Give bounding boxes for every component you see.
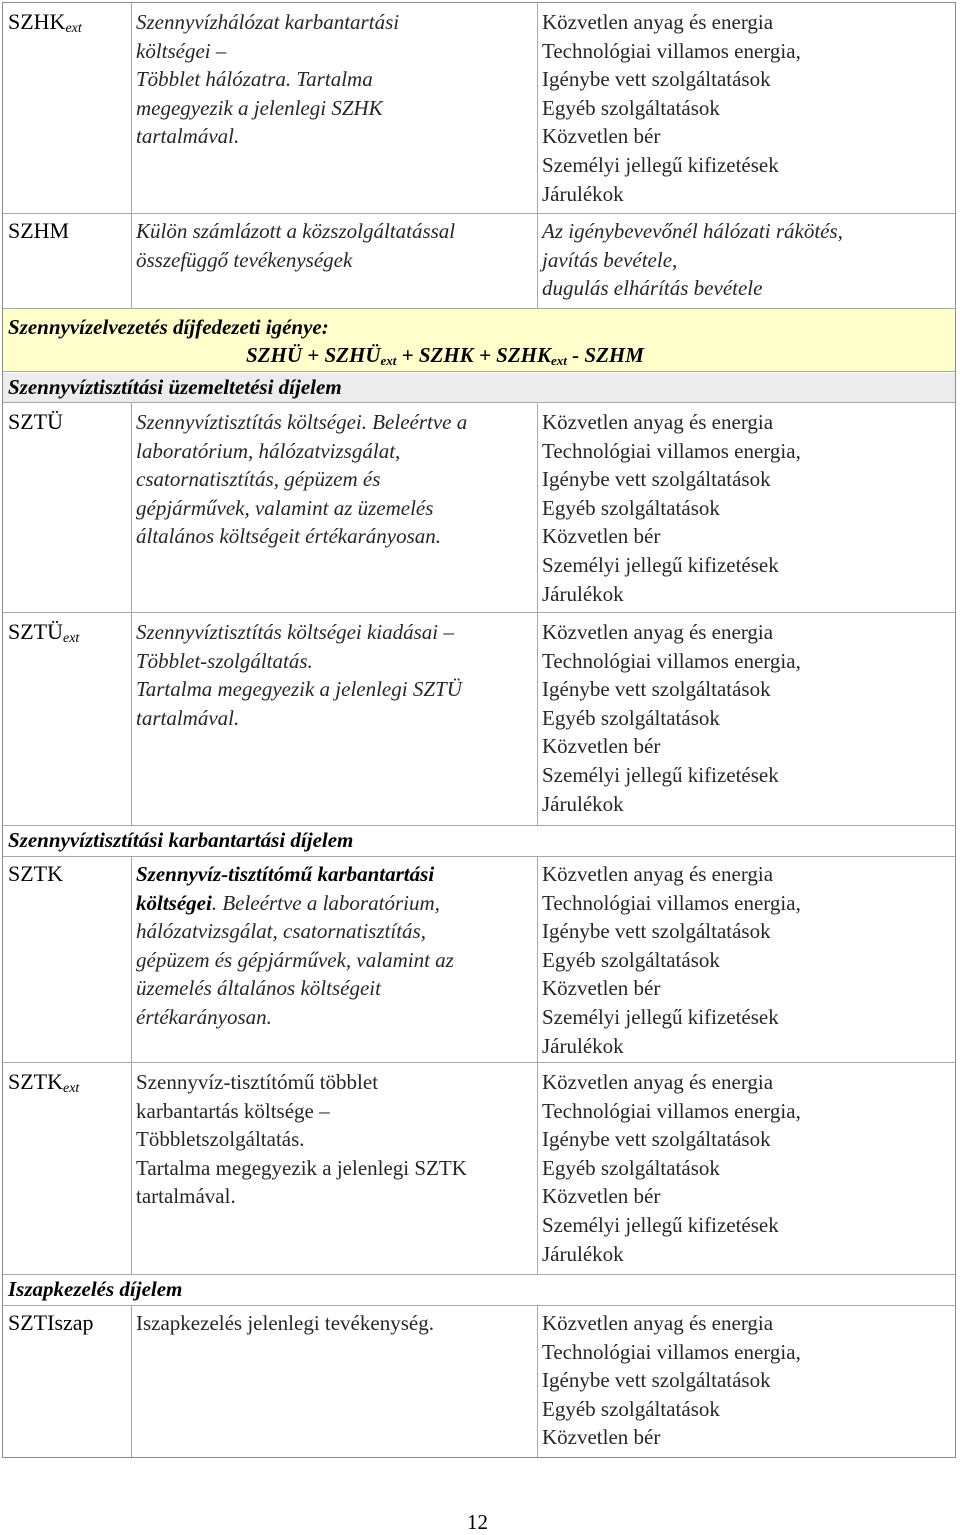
description-line: Szennyvíztisztítás költségei. Beleértve a — [136, 410, 468, 434]
description-line: csatornatisztítás, gépüzem és — [136, 467, 381, 492]
description-line: költségei – — [136, 38, 227, 63]
description-bold: költségei — [136, 890, 212, 915]
description-line: értékarányosan. — [136, 1004, 272, 1029]
description-line: Tartalma megegyezik a jelenlegi SZTK — [136, 1155, 467, 1180]
row-divider — [3, 1062, 955, 1063]
code-text: SZTK — [8, 1069, 63, 1094]
cost-item: Járulékok — [542, 181, 624, 206]
cost-item: Személyi jellegű kifizetések — [542, 762, 779, 787]
description-line: Többlet-szolgáltatás. — [136, 648, 313, 673]
row-divider — [3, 213, 955, 214]
code-text: SZTIszap — [8, 1310, 94, 1335]
row-code-szhk-ext — [8, 8, 82, 44]
row-code-sztu-ext — [8, 618, 79, 654]
description-line: hálózatvizsgálat, csatornatisztítás, — [136, 919, 426, 944]
cost-item: Egyéb szolgáltatások — [542, 95, 720, 120]
formula-part: - SZHM — [566, 343, 644, 367]
cost-item: Személyi jellegű kifizetések — [542, 1212, 779, 1237]
cost-item: Közvetlen bér — [542, 124, 661, 149]
cost-item: Az igénybevevőnél hálózati rákötés, — [542, 219, 843, 243]
cost-item: Technológiai villamos energia, — [542, 648, 801, 673]
cost-item: Közvetlen anyag és energia — [542, 1070, 774, 1094]
cost-item: Egyéb szolgáltatások — [542, 495, 720, 520]
cost-item: Egyéb szolgáltatások — [542, 1155, 720, 1180]
cost-item: Közvetlen anyag és energia — [542, 410, 774, 434]
cost-item: dugulás elhárítás bevétele — [542, 276, 763, 301]
description-line: tartalmával. — [136, 1184, 236, 1209]
row-cost-items-szhm — [542, 217, 952, 303]
formula — [246, 343, 644, 369]
row-divider — [3, 1305, 955, 1306]
description-line: Többletszolgáltatás. — [136, 1127, 305, 1152]
formula-subscript: ext — [551, 353, 567, 368]
code-text: SZTÜ — [8, 409, 63, 434]
cost-item: Közvetlen bér — [542, 734, 661, 759]
row-description-sztk-ext — [136, 1068, 536, 1211]
column-divider — [537, 3, 538, 308]
row-description-szhm — [136, 217, 536, 274]
row-divider — [3, 856, 955, 857]
row-code-sztk-ext — [8, 1068, 79, 1104]
cost-item: Járulékok — [542, 791, 624, 816]
description-line: tartalmával. — [136, 124, 240, 149]
cost-item: Közvetlen anyag és energia — [542, 10, 774, 34]
row-cost-items-sztk-ext — [542, 1068, 952, 1268]
cost-item: Igénybe vett szolgáltatások — [542, 467, 771, 492]
cost-item: Közvetlen bér — [542, 1425, 661, 1450]
column-divider — [537, 402, 538, 825]
cost-item: Technológiai villamos energia, — [542, 890, 801, 915]
cost-item: Igénybe vett szolgáltatások — [542, 677, 771, 702]
code-subscript: ext — [63, 1081, 80, 1096]
cost-item: Közvetlen bér — [542, 1184, 661, 1209]
description-line: laboratórium, hálózatvizsgálat, — [136, 438, 401, 463]
row-cost-items-szhk-ext — [542, 8, 952, 208]
description-line: gépüzem és gépjárművek, valamint az — [136, 947, 454, 972]
code-subscript: ext — [65, 21, 82, 36]
description-line: Iszapkezelés jelenlegi tevékenység. — [136, 1311, 434, 1335]
cost-item: Egyéb szolgáltatások — [542, 947, 720, 972]
formula-label: Szennyvízelvezetés díjfedezeti igénye: — [8, 315, 329, 339]
row-description-sztiszap — [136, 1309, 536, 1338]
cost-item: Közvetlen anyag és energia — [542, 620, 774, 644]
cost-item: Egyéb szolgáltatások — [542, 1396, 720, 1421]
code-text: SZHK — [8, 9, 66, 34]
cost-item: Közvetlen anyag és energia — [542, 1311, 774, 1335]
row-cost-items-sztiszap — [542, 1309, 952, 1452]
cost-item: Járulékok — [542, 1241, 624, 1266]
cost-item: Igénybe vett szolgáltatások — [542, 1127, 771, 1152]
description-line — [136, 889, 536, 918]
column-divider — [131, 3, 132, 308]
row-divider — [3, 612, 955, 613]
description-line: Szennyvízhálózat karbantartási — [136, 10, 400, 34]
column-divider — [131, 402, 132, 825]
code-text: SZTÜ — [8, 619, 63, 644]
column-divider — [537, 1305, 538, 1457]
cost-item: Járulékok — [542, 581, 624, 606]
description-bold: Szennyvíz-tisztítómű karbantartási — [136, 862, 435, 886]
row-description-sztu — [136, 408, 536, 551]
cost-item: Személyi jellegű kifizetések — [542, 552, 779, 577]
row-cost-items-sztu-ext — [542, 618, 952, 818]
cost-item: Igénybe vett szolgáltatások — [542, 67, 771, 92]
description-line: Tartalma megegyezik a jelenlegi SZTÜ — [136, 677, 462, 702]
description-line: megegyezik a jelenlegi SZHK — [136, 95, 383, 120]
cost-item: Technológiai villamos energia, — [542, 38, 801, 63]
description-line: gépjárművek, valamint az üzemelés — [136, 495, 434, 520]
row-code-sztiszap — [8, 1309, 94, 1338]
cost-item: javítás bevétele, — [542, 247, 678, 272]
section-heading-sludge: Iszapkezelés díjelem — [3, 1275, 955, 1305]
code-text: SZTK — [8, 861, 63, 886]
description-line: összefüggő tevékenységek — [136, 247, 353, 272]
description-line: Többlet hálózatra. Tartalma — [136, 67, 373, 92]
row-cost-items-sztu — [542, 408, 952, 608]
section-heading-maintenance: Szennyvíztisztítási karbantartási díjelem — [3, 826, 955, 856]
column-divider — [131, 1305, 132, 1457]
column-divider — [131, 856, 132, 1274]
code-subscript: ext — [63, 631, 80, 646]
formula-subscript: ext — [380, 353, 397, 368]
cost-item: Igénybe vett szolgáltatások — [542, 1368, 771, 1393]
row-code-sztu — [8, 408, 63, 437]
description-line: tartalmával. — [136, 705, 240, 730]
description-line: Külön számlázott a közszolgáltatással — [136, 219, 456, 243]
cost-item: Közvetlen bér — [542, 524, 661, 549]
page-number: 12 — [467, 1510, 488, 1534]
row-description-szhk-ext — [136, 8, 536, 151]
description-line: karbantartás költsége – — [136, 1098, 330, 1123]
formula-part: SZHÜ + SZHÜ — [246, 343, 381, 367]
description-line: általános költségeit értékarányosan. — [136, 524, 442, 549]
column-divider — [537, 825, 538, 1274]
row-code-sztk — [8, 860, 63, 889]
cost-item: Igénybe vett szolgáltatások — [542, 919, 771, 944]
cost-coverage-formula-box — [3, 308, 955, 372]
cost-item: Technológiai villamos energia, — [542, 1339, 801, 1364]
description-line: üzemelés általános költségeit — [136, 976, 381, 1001]
description-line: Szennyvíz-tisztítómű többlet — [136, 1070, 379, 1094]
row-code-szhm — [8, 217, 69, 246]
description-line — [136, 860, 536, 889]
row-cost-items-sztk — [542, 860, 952, 1060]
cost-item: Járulékok — [542, 1033, 624, 1058]
cost-item: Technológiai villamos energia, — [542, 1098, 801, 1123]
cost-item: Közvetlen bér — [542, 976, 661, 1001]
cost-item: Személyi jellegű kifizetések — [542, 1004, 779, 1029]
cost-item: Személyi jellegű kifizetések — [542, 152, 779, 177]
row-divider — [3, 402, 955, 403]
description-line: Szennyvíztisztítás költségei kiadásai – — [136, 620, 454, 644]
row-description-sztu-ext — [136, 618, 536, 732]
description-text: . Beleértve a laboratórium, — [211, 890, 440, 915]
cost-item: Technológiai villamos energia, — [542, 438, 801, 463]
row-description-sztk — [136, 860, 536, 1032]
cost-item: Egyéb szolgáltatások — [542, 705, 720, 730]
formula-part: + SZHK + SZHK — [396, 343, 552, 367]
code-text: SZHM — [8, 218, 70, 243]
cost-item: Közvetlen anyag és energia — [542, 862, 774, 886]
section-heading-operation: Szennyvíztisztítási üzemeltetési díjelem — [3, 373, 955, 402]
